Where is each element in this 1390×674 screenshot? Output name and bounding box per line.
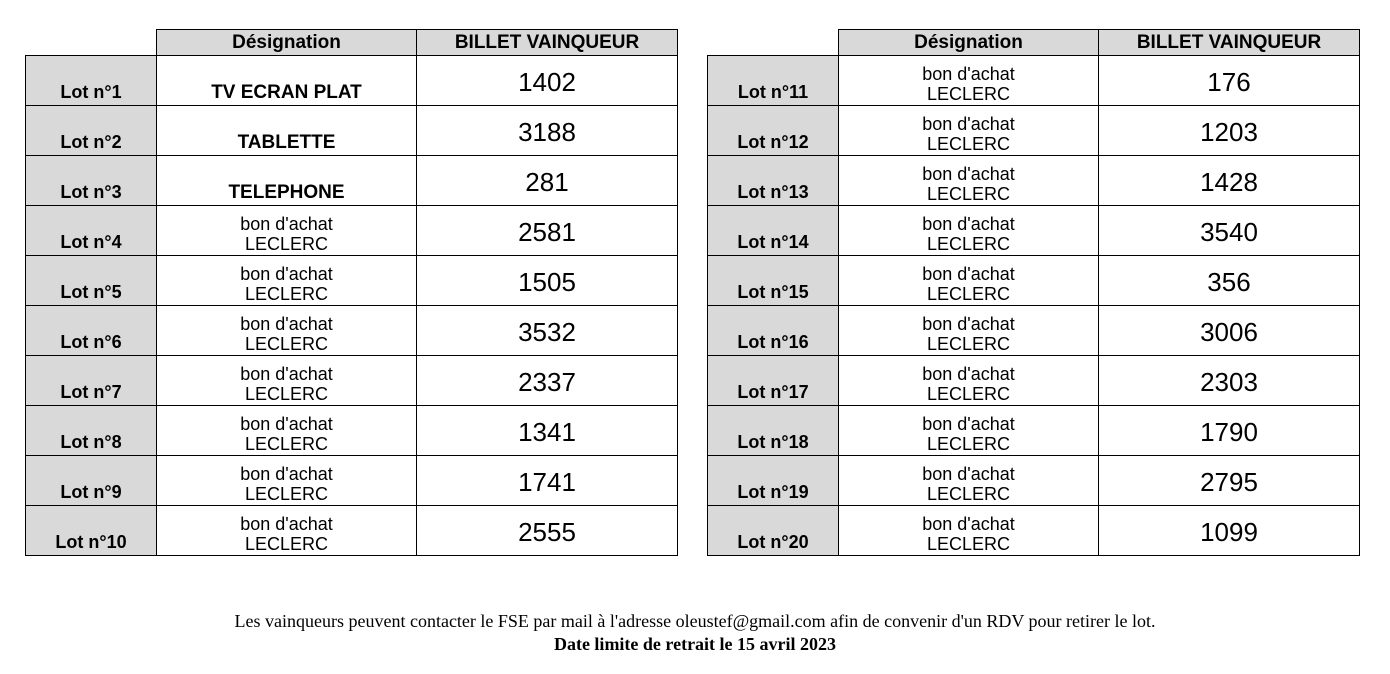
winning-ticket-number: 2337 <box>417 356 678 406</box>
designation-line: LECLERC <box>926 434 1011 454</box>
winning-ticket-number: 2795 <box>1099 456 1360 506</box>
designation-line: bon d'achat <box>922 114 1015 134</box>
winning-ticket-number: 3532 <box>417 306 678 356</box>
lot-label: Lot n°16 <box>708 306 839 356</box>
lot-label: Lot n°11 <box>708 56 839 106</box>
winning-ticket-number: 2581 <box>417 206 678 256</box>
designation-cell <box>157 406 417 456</box>
lot-label: Lot n°17 <box>708 356 839 406</box>
designation-cell <box>157 506 417 556</box>
lot-label: Lot n°9 <box>26 456 157 506</box>
lot-label: Lot n°5 <box>26 256 157 306</box>
winning-ticket-number: 3540 <box>1099 206 1360 256</box>
designation-line: bon d'achat <box>922 414 1015 434</box>
designation-line: bon d'achat <box>922 264 1015 284</box>
designation-cell <box>839 206 1099 256</box>
table-row <box>26 56 678 106</box>
winning-ticket-number: 1428 <box>1099 156 1360 206</box>
table-row <box>708 206 1360 256</box>
winning-ticket-number: 1505 <box>417 256 678 306</box>
header-corner <box>26 30 157 56</box>
lot-label: Lot n°1 <box>26 56 157 106</box>
lots-table-body <box>26 30 678 556</box>
designation-line: LECLERC <box>244 284 329 304</box>
table-header-row <box>26 30 678 56</box>
designation-line: LECLERC <box>244 384 329 404</box>
table-row <box>708 306 1360 356</box>
table-header-row <box>708 30 1360 56</box>
designation-line: TABLETTE <box>237 132 336 153</box>
lot-label: Lot n°15 <box>708 256 839 306</box>
table-row <box>708 256 1360 306</box>
table-row <box>708 106 1360 156</box>
designation-line: bon d'achat <box>240 214 333 234</box>
designation-line: LECLERC <box>926 284 1011 304</box>
footer-contact-note: Les vainqueurs peuvent contacter le FSE par mail à l'adresse oleustef@gmail.com afin de convenir d'un RDV pour retirer le lot. <box>234 611 1156 631</box>
table-row <box>708 56 1360 106</box>
lot-label: Lot n°19 <box>708 456 839 506</box>
winning-ticket-number: 3006 <box>1099 306 1360 356</box>
table-row <box>708 406 1360 456</box>
lot-label: Lot n°12 <box>708 106 839 156</box>
lot-label: Lot n°8 <box>26 406 157 456</box>
designation-line: bon d'achat <box>922 314 1015 334</box>
designation-header: Désignation <box>839 30 1099 56</box>
designation-line: LECLERC <box>926 534 1011 554</box>
lots-table-left <box>25 29 678 556</box>
winning-ticket-number: 356 <box>1099 256 1360 306</box>
designation-line: LECLERC <box>244 434 329 454</box>
lot-label: Lot n°14 <box>708 206 839 256</box>
designation-line: LECLERC <box>926 234 1011 254</box>
billet-vainqueur-header: BILLET VAINQUEUR <box>1099 30 1360 56</box>
designation-line: bon d'achat <box>240 364 333 384</box>
designation-line: bon d'achat <box>240 464 333 484</box>
winning-ticket-number: 1203 <box>1099 106 1360 156</box>
lot-label: Lot n°2 <box>26 106 157 156</box>
designation-line: LECLERC <box>926 184 1011 204</box>
lot-label: Lot n°20 <box>708 506 839 556</box>
designation-line: LECLERC <box>244 484 329 504</box>
winning-ticket-number: 176 <box>1099 56 1360 106</box>
designation-cell <box>157 356 417 406</box>
designation-line: bon d'achat <box>240 414 333 434</box>
footer-deadline: Date limite de retrait le 15 avril 2023 <box>553 634 837 654</box>
designation-cell <box>157 256 417 306</box>
designation-line: bon d'achat <box>240 314 333 334</box>
designation-line: bon d'achat <box>922 514 1015 534</box>
winning-ticket-number: 2303 <box>1099 356 1360 406</box>
designation-cell <box>157 156 417 206</box>
designation-line: bon d'achat <box>922 64 1015 84</box>
designation-cell <box>839 156 1099 206</box>
winning-ticket-number: 1790 <box>1099 406 1360 456</box>
billet-vainqueur-header: BILLET VAINQUEUR <box>417 30 678 56</box>
table-row <box>26 156 678 206</box>
lot-label: Lot n°7 <box>26 356 157 406</box>
table-row <box>26 106 678 156</box>
lot-label: Lot n°13 <box>708 156 839 206</box>
designation-cell <box>839 256 1099 306</box>
table-row <box>708 456 1360 506</box>
designation-line: LECLERC <box>926 384 1011 404</box>
designation-header: Désignation <box>157 30 417 56</box>
designation-line: bon d'achat <box>240 264 333 284</box>
designation-cell <box>839 406 1099 456</box>
designation-line: LECLERC <box>244 534 329 554</box>
table-row <box>26 356 678 406</box>
table-row <box>26 456 678 506</box>
designation-cell <box>157 306 417 356</box>
table-row <box>708 356 1360 406</box>
designation-cell <box>839 506 1099 556</box>
designation-cell <box>839 106 1099 156</box>
winning-ticket-number: 281 <box>417 156 678 206</box>
designation-cell <box>839 356 1099 406</box>
table-row <box>26 306 678 356</box>
designation-line: LECLERC <box>244 334 329 354</box>
table-row <box>26 256 678 306</box>
designation-line: LECLERC <box>926 334 1011 354</box>
designation-line: bon d'achat <box>240 514 333 534</box>
designation-cell <box>157 106 417 156</box>
designation-cell <box>157 206 417 256</box>
winning-ticket-number: 3188 <box>417 106 678 156</box>
table-row <box>26 206 678 256</box>
designation-line: bon d'achat <box>922 214 1015 234</box>
table-row <box>708 156 1360 206</box>
winning-ticket-number: 1741 <box>417 456 678 506</box>
designation-line: LECLERC <box>926 134 1011 154</box>
winning-ticket-number: 1341 <box>417 406 678 456</box>
header-corner <box>708 30 839 56</box>
lot-label: Lot n°3 <box>26 156 157 206</box>
winning-ticket-number: 1099 <box>1099 506 1360 556</box>
designation-line: LECLERC <box>926 84 1011 104</box>
designation-line: bon d'achat <box>922 364 1015 384</box>
table-row <box>26 406 678 456</box>
designation-cell <box>839 456 1099 506</box>
winning-ticket-number: 1402 <box>417 56 678 106</box>
designation-line: LECLERC <box>244 234 329 254</box>
lots-table-body <box>708 30 1360 556</box>
table-row <box>26 506 678 556</box>
lot-label: Lot n°10 <box>26 506 157 556</box>
designation-cell <box>157 456 417 506</box>
designation-cell <box>157 56 417 106</box>
designation-line: bon d'achat <box>922 464 1015 484</box>
lot-label: Lot n°18 <box>708 406 839 456</box>
lot-label: Lot n°4 <box>26 206 157 256</box>
designation-line: TELEPHONE <box>228 182 345 203</box>
designation-line: LECLERC <box>926 484 1011 504</box>
designation-cell <box>839 56 1099 106</box>
winning-ticket-number: 2555 <box>417 506 678 556</box>
designation-line: bon d'achat <box>922 164 1015 184</box>
lots-table-right <box>707 29 1360 556</box>
lot-label: Lot n°6 <box>26 306 157 356</box>
designation-line: TV ECRAN PLAT <box>211 82 362 103</box>
table-row <box>708 506 1360 556</box>
designation-cell <box>839 306 1099 356</box>
